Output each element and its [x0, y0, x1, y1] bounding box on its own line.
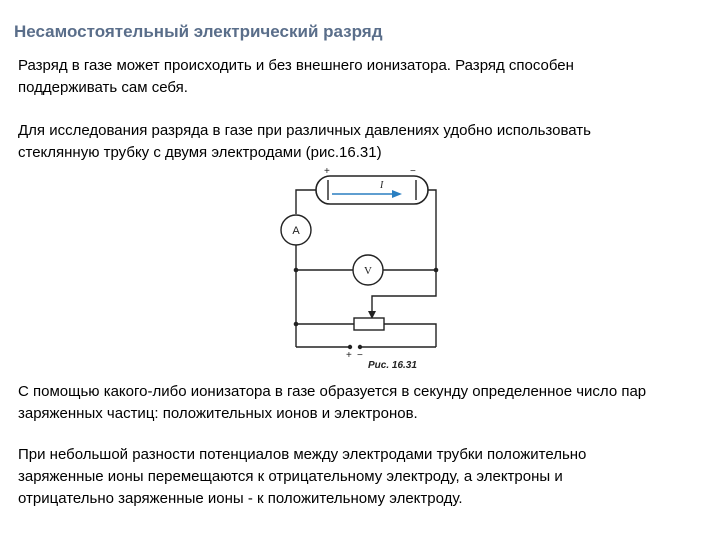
source-terminal-plus	[348, 345, 352, 349]
paragraph-line: заряженные ионы перемещаются к отрицательному электроду, а электроны и	[18, 468, 563, 485]
page-title: Несамостоятельный электрический разряд	[14, 22, 383, 41]
tube-plus-label: +	[324, 166, 330, 177]
wire-rheostat-right	[384, 324, 436, 347]
paragraph-setup	[18, 120, 591, 164]
ammeter-label: A	[292, 225, 300, 237]
figure-caption: Рис. 16.31	[368, 360, 417, 371]
paragraph-ion-motion	[18, 444, 586, 510]
source-minus-label: −	[357, 350, 363, 361]
paragraph-line: Для исследования разряда в газе при различных давлениях удобно использовать	[18, 122, 591, 139]
paragraph-line: поддерживать сам себя.	[18, 79, 188, 96]
paragraph-ionizer	[18, 381, 646, 425]
circuit-figure	[268, 164, 448, 374]
junction-dot	[294, 268, 299, 273]
paragraph-line: отрицательно заряженные ионы - к положительному электроду.	[18, 490, 463, 507]
rheostat	[354, 318, 384, 330]
source-plus-label: +	[346, 350, 352, 361]
voltmeter-label: V	[364, 265, 372, 277]
junction-dot	[294, 322, 299, 327]
paragraph-line: При небольшой разности потенциалов между электродами трубки положительно	[18, 446, 587, 463]
paragraph-line: стеклянную трубку с двумя электродами (рис.16.31)	[18, 144, 382, 161]
paragraph-line: заряженных частиц: положительных ионов и электронов.	[18, 405, 418, 422]
paragraph-intro	[18, 55, 574, 99]
paragraph-line: С помощью какого-либо ионизатора в газе образуется в секунду определенное число пар	[18, 383, 647, 400]
paragraph-line: Разряд в газе может происходить и без внешнего ионизатора. Разряд способен	[18, 57, 574, 74]
tube-minus-label: −	[410, 166, 416, 177]
current-arrow-head	[392, 190, 402, 198]
junction-dot	[434, 268, 439, 273]
discharge-tube	[316, 176, 428, 204]
source-terminal-minus	[358, 345, 362, 349]
wire-left-top	[296, 190, 316, 214]
wire-right-top	[428, 190, 436, 270]
current-label: I	[380, 180, 384, 191]
